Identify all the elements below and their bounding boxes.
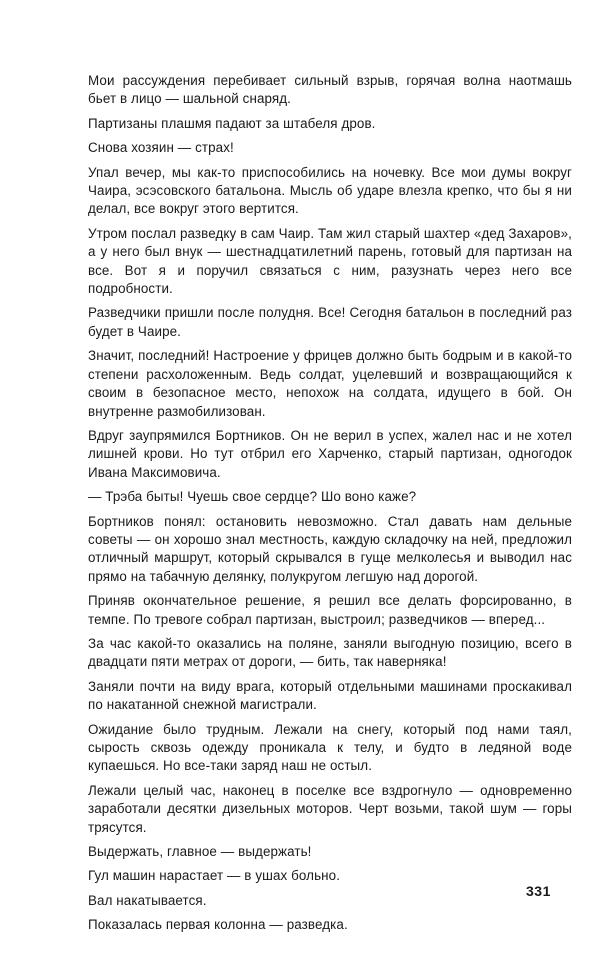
paragraph-18: Вал накатывается. (88, 892, 207, 908)
paragraph-12: За час какой-то оказались на поляне, заняли выгодную позицию, всего в двадцати пяти метрах от дороги, — бить, так наверняка! (88, 635, 572, 670)
paragraph-8: Вдруг заупрямился Бортников. Он не верил в успех, жалел нас и не хотел лишней крови. Но тут отбрил его Харченко, старый партизан, одногодок Ивана Максимовича. (88, 427, 572, 480)
paragraph-2: Партизаны плашмя падают за штабеля дров. (88, 115, 376, 131)
paragraph-4: Упал вечер, мы как-то приспособились на ночевку. Все мои думы вокруг Чаира, эсэсовского батальона. Мысль об ударе влезла крепко, что бы я ни делал, все вокруг этого вертится. (88, 164, 572, 217)
paragraph-17: Гул машин нарастает — в ушах больно. (88, 868, 341, 884)
paragraph-3: Снова хозяин — страх! (88, 140, 234, 156)
page-number: 331 (526, 883, 551, 899)
paragraph-19: Показалась первая колонна — разведка. (88, 917, 348, 933)
paragraph-13: Заняли почти на виду врага, который отдельными машинами проскакивал по накатанной снежной магистрали. (88, 678, 572, 713)
paragraph-14: Ожидание было трудным. Лежали на снегу, который под нами таял, сырость сквозь одежду проникала к телу, и будто в ледяной воде купаешься. Но все-таки заряд наш не остыл. (88, 721, 572, 774)
paragraph-10: Бортников понял: остановить невозможно. Стал давать нам дельные советы — он хорошо знал местность, каждую складочку на ней, предложил отличный маршрут, который скрывался в гуще мелколесья и выводил нас прямо на табачную делянку, полукругом легшую над дорогой. (88, 513, 572, 584)
paragraph-6: Разведчики пришли после полудня. Все! Сегодня батальон в последний раз будет в Чаире. (88, 305, 572, 339)
paragraph-15: Лежали целый час, наконец в поселке все вздрогнуло — одновременно заработали десятки дизельных моторов. Черт возьми, такой шум — горы трясутся. (88, 782, 572, 835)
body-text (88, 72, 572, 935)
paragraph-5: Утром послал разведку в сам Чаир. Там жил старый шахтер «дед Захаров», а у него был внук — шестнадцатилетний парень, готовый для партизан на все. Вот я и поручил связаться с ним, разузнать через него все подробности. (88, 225, 572, 297)
paragraph-16: Выдержать, главное — выдержать! (88, 844, 312, 860)
paragraph-11: Приняв окончательное решение, я решил все делать форсированно, в темпе. По тревоге собрал партизан, выстроил; разведчиков — вперед... (88, 593, 572, 627)
paragraph-1: Мои рассуждения перебивает сильный взрыв, горячая волна наотмашь бьет в лицо — шальной снаряд. (88, 73, 572, 107)
paragraph-9: — Трэба быты! Чуешь свое сердце? Шо воно каже? (88, 489, 417, 505)
paragraph-7: Значит, последний! Настроение у фрицев должно быть бодрым и в какой-то степени расхоложенным. Ведь солдат, уцелевший и возвращающийся к своим в безопасное место, непохож на солдата, идущего в бой. Он внутренне размобилизован. (88, 348, 572, 419)
